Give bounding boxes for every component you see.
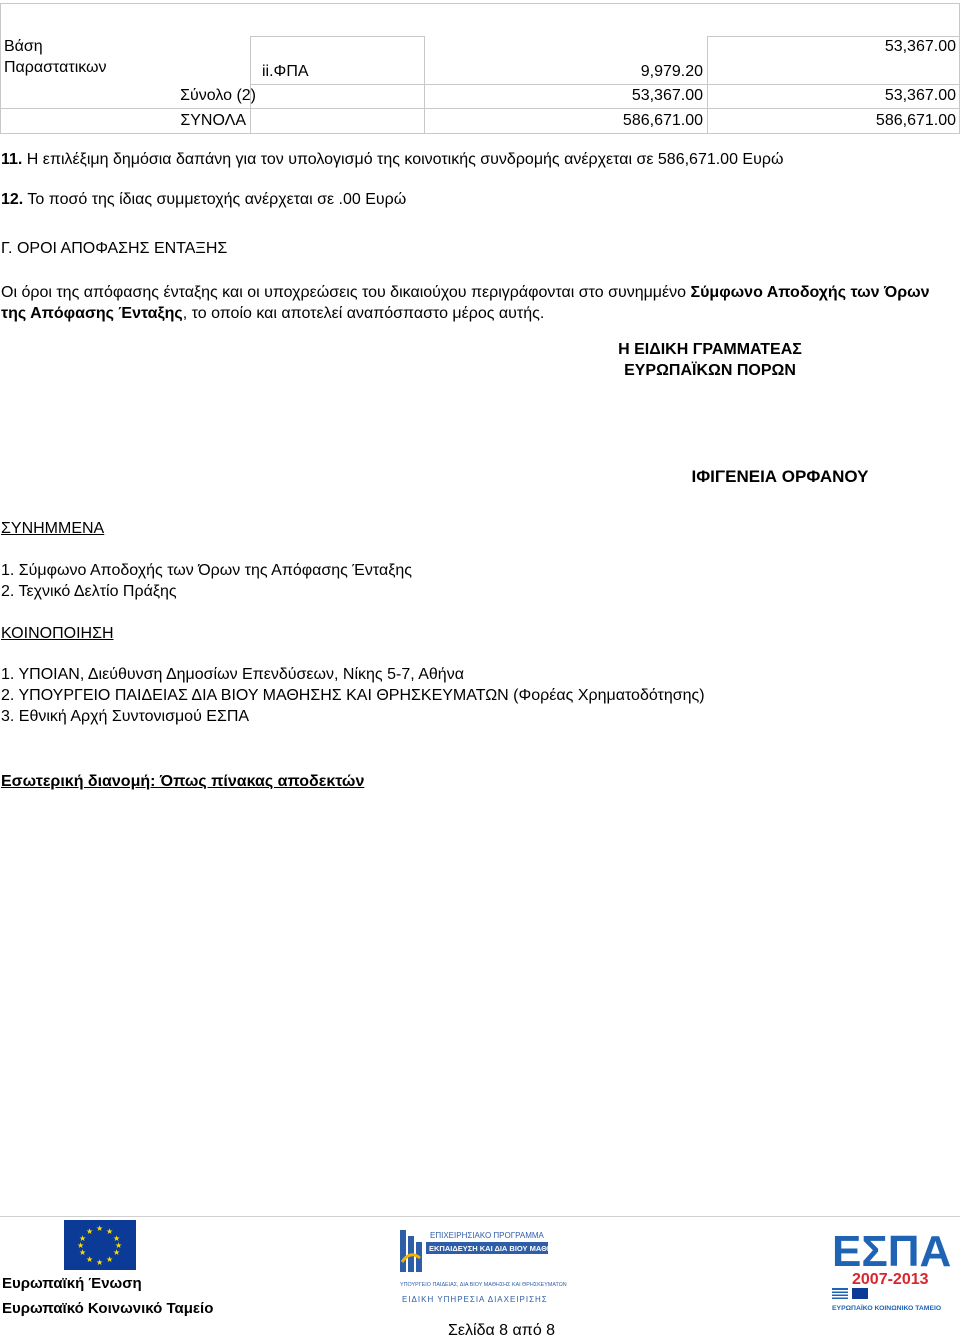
espa-logo-graphic bbox=[832, 1222, 958, 1314]
signature-title: ΕΥΡΩΠΑΪΚΩΝ ΠΟΡΩΝ bbox=[624, 362, 796, 379]
table-grid-line bbox=[424, 36, 425, 134]
item-text: Το ποσό της ίδιας συμμετοχής ανέρχεται σε .00 Ευρώ bbox=[23, 191, 407, 208]
esf-label: Ευρωπαϊκό Κοινωνικό Ταμείο bbox=[2, 1300, 214, 1317]
table-grid-line bbox=[707, 36, 960, 37]
paragraph-text: , το οποίο και αποτελεί αναπόσπαστο μέρος αυτής. bbox=[182, 305, 545, 322]
table-grid-line bbox=[0, 108, 960, 109]
ep-logo-text: ΕΙΔΙΚΗ ΥΠΗΡΕΣΙΑ ΔΙΑΧΕΙΡΙΣΗΣ bbox=[402, 1295, 548, 1304]
table-grid-line bbox=[707, 36, 708, 134]
operational-programme-logo bbox=[400, 1228, 567, 1310]
table-cell-value: 53,367.00 bbox=[884, 38, 956, 55]
ep-logo-text: ΕΠΙΧΕΙΡΗΣΙΑΚΟ ΠΡΟΓΡΑΜΜΑ bbox=[430, 1231, 544, 1240]
espa-logo bbox=[832, 1222, 958, 1314]
section-paragraph bbox=[1, 282, 959, 324]
notification-heading: ΚΟΙΝΟΠΟΙΗΣΗ bbox=[1, 625, 114, 642]
list-item: 2. Τεχνικό Δελτίο Πράξης bbox=[1, 583, 177, 600]
table-cell-label: Σύνολο (2) bbox=[180, 87, 256, 104]
paragraph-bold-text: Σύμφωνο Αποδοχής των Όρων της Απόφασης Ένταξης bbox=[1, 284, 930, 322]
table-cell-value: 53,367.00 bbox=[631, 87, 703, 104]
operational-programme-logo-graphic bbox=[400, 1228, 567, 1310]
ep-logo-text: ΕΚΠΑΙΔΕΥΣΗ ΚΑΙ ΔΙΑ ΒΙΟΥ ΜΑΘΗΣΗ bbox=[429, 1244, 563, 1253]
table-cell-value: 586,671.00 bbox=[875, 112, 956, 129]
table-border-top bbox=[0, 3, 960, 4]
table-cell-value: 9,979.20 bbox=[640, 63, 703, 80]
list-item: 3. Εθνική Αρχή Συντονισμού ΕΣΠΑ bbox=[1, 708, 250, 725]
paragraph-text: Οι όροι της απόφασης ένταξης και οι υποχρεώσεις του δικαιούχου περιγράφονται στο συνημμένο bbox=[1, 284, 691, 301]
espa-logo-text: ΕΣΠΑ bbox=[832, 1227, 952, 1276]
item-number: 12. bbox=[1, 191, 24, 208]
internal-distribution: Εσωτερική διανομή: Όπως πίνακας αποδεκτών bbox=[1, 773, 365, 790]
attachments-heading: ΣΥΝΗΜΜΕΝΑ bbox=[1, 520, 105, 537]
section-heading: Γ. ΟΡΟΙ ΑΠΟΦΑΣΗΣ ΕΝΤΑΞΗΣ bbox=[1, 240, 228, 257]
item-text: Η επιλέξιμη δημόσια δαπάνη για τον υπολογισμό της κοινοτικής συνδρομής ανέρχεται σε 586,671.00 Ευρώ bbox=[22, 151, 784, 168]
list-item: 1. ΥΠΟΙΑΝ, Διεύθυνση Δημοσίων Επενδύσεων, Νίκης 5-7, Αθήνα bbox=[1, 666, 464, 683]
signature-name: ΙΦΙΓΕΝΕΙΑ ΟΡΦΑΝΟΥ bbox=[691, 467, 869, 486]
list-item: 1. Σύμφωνο Αποδοχής των Όρων της Απόφασης Ένταξης bbox=[1, 562, 412, 579]
table-cell-value: 586,671.00 bbox=[622, 112, 703, 129]
table-cell-label: Παραστατικων bbox=[4, 59, 107, 76]
table-cell-label: ΣΥΝΟΛΑ bbox=[180, 112, 246, 129]
list-item: 2. ΥΠΟΥΡΓΕΙΟ ΠΑΙΔΕΙΑΣ ΔΙΑ ΒΙΟΥ ΜΑΘΗΣΗΣ ΚΑΙ ΘΡΗΣΚΕΥΜΑΤΩΝ (Φορέας Χρηματοδότησης) bbox=[1, 687, 705, 704]
table-cell-label: Βάση bbox=[4, 38, 43, 55]
table-cell-value: 53,367.00 bbox=[884, 87, 956, 104]
espa-logo-years: 2007-2013 bbox=[852, 1271, 929, 1288]
table-cell-label: ii.ΦΠΑ bbox=[262, 63, 309, 80]
footer-divider bbox=[0, 1216, 960, 1217]
eu-label: Ευρωπαϊκή Ένωση bbox=[2, 1275, 142, 1292]
page-number: Σελίδα 8 από 8 bbox=[448, 1322, 556, 1339]
item-number: 11. bbox=[1, 151, 23, 168]
table-grid-line bbox=[250, 36, 251, 134]
table-grid-line bbox=[250, 84, 960, 85]
eu-flag-logo: ★ ★ ★ ★ ★ ★ ★ ★ ★ ★ ★ ★ bbox=[64, 1220, 136, 1270]
table-border-bottom bbox=[0, 133, 960, 134]
table-grid-line bbox=[250, 36, 425, 37]
signature-title: Η ΕΙΔΙΚΗ ΓΡΑΜΜΑΤΕΑΣ bbox=[618, 341, 802, 358]
espa-logo-caption: ΕΥΡΩΠΑΪΚΟ ΚΟΙΝΩΝΙΚΟ ΤΑΜΕΙΟ bbox=[832, 1305, 942, 1312]
item-11 bbox=[1, 151, 783, 169]
item-12 bbox=[1, 191, 406, 209]
ep-logo-text: ΥΠΟΥΡΓΕΙΟ ΠΑΙΔΕΙΑΣ, ΔΙΑ ΒΙΟΥ ΜΑΘΗΣΗΣ ΚΑΙ ΘΡΗΣΚΕΥΜΑΤΩΝ bbox=[400, 1282, 567, 1288]
table-border-left bbox=[0, 3, 1, 134]
